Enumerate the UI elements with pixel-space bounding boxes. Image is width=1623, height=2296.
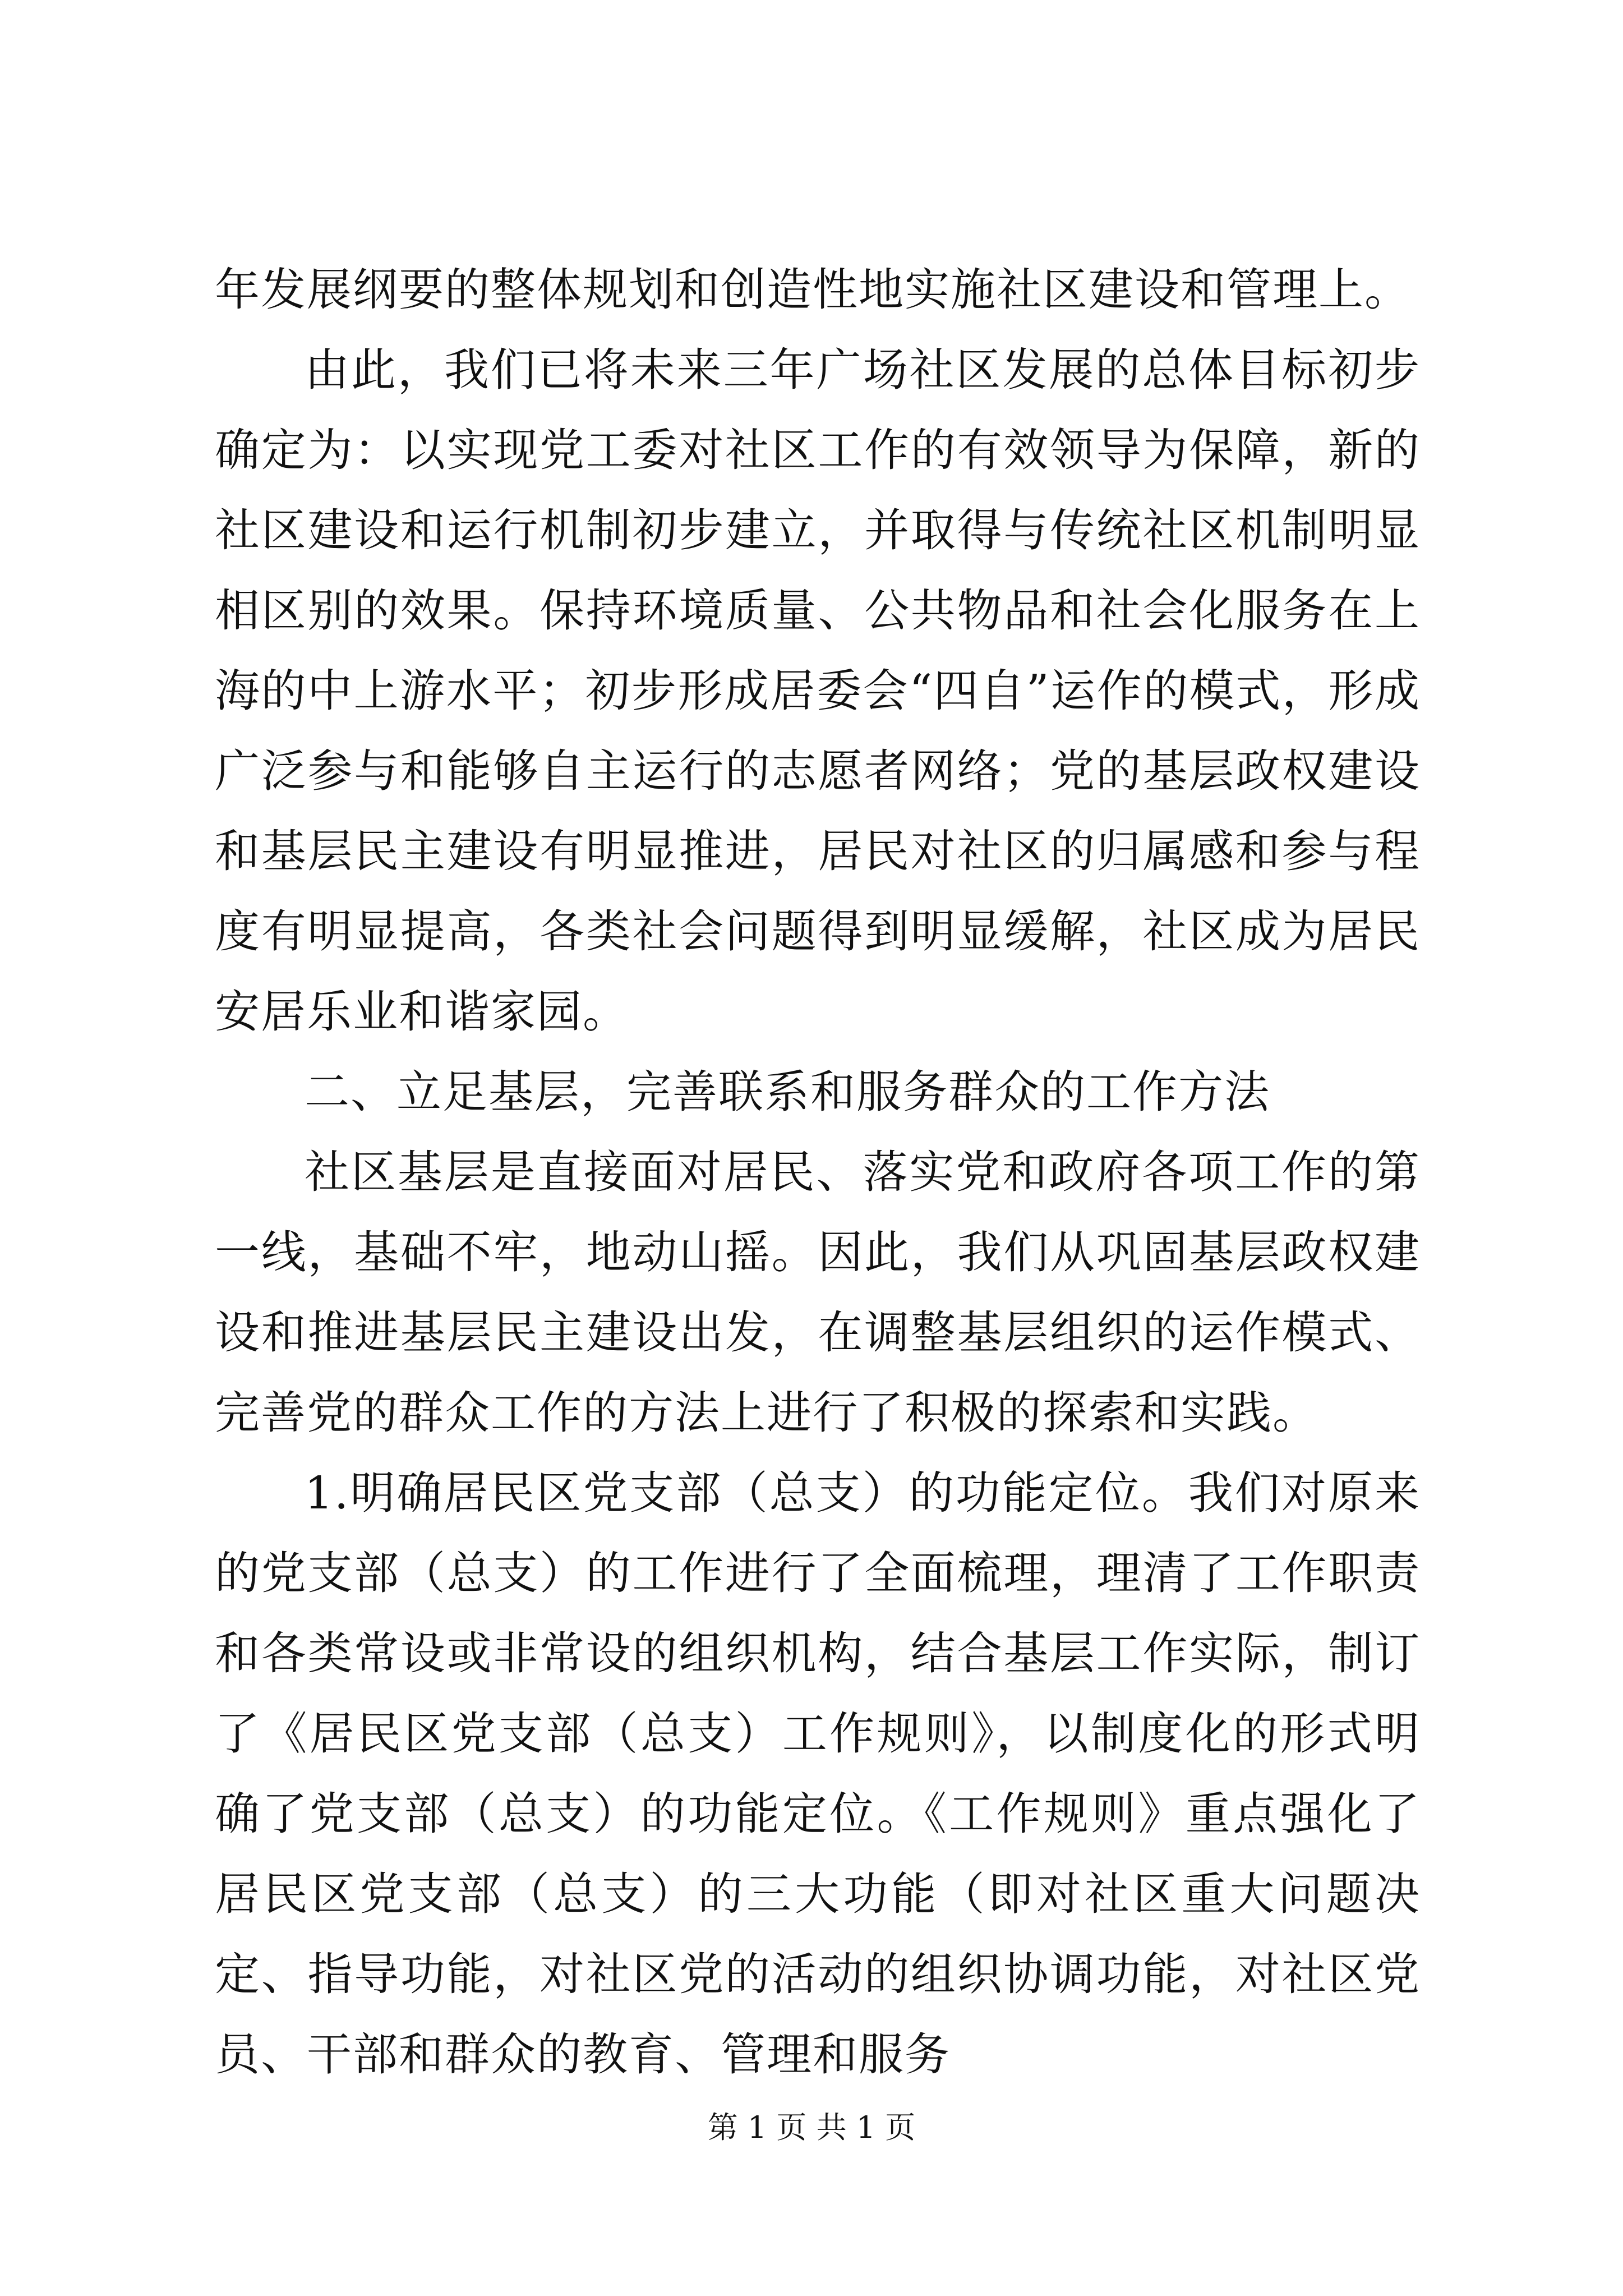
paragraph-item-1: 1.明确居民区党支部（总支）的功能定位。我们对原来的党支部（总支）的工作进行了全面梳理，理清了工作职责和各类常设或非常设的组织机构，结合基层工作实际，制订了《居民区党支部（总支）工作规则》，以制度化的形式明确了党支部（总支）的功能定位。《工作规则》重点强化了居民区党支部（总支）的三大功能（即对社区重大问题决定、指导功能，对社区党的活动的组织协调功能，对社区党员、干部和群众的教育、管理和服务 [215,1467,1421,2081]
document-body [215,250,1421,2095]
paragraph-continuation: 年发展纲要的整体规划和创造性地实施社区建设和管理上。 [215,264,1410,316]
section-heading-2: 二、立足基层，完善联系和服务群众的工作方法 [305,1066,1270,1118]
paragraph-grassroots: 社区基层是直接面对居民、落实党和政府各项工作的第一线，基础不牢，地动山摇。因此，我们从巩固基层政权建设和推进基层民主建设出发，在调整基层组织的运作模式、完善党的群众工作的方法上进行了积极的探索和实践。 [215,1146,1421,1439]
page-footer: 第 1 页 共 1 页 [707,2110,916,2145]
paragraph-overall-goal: 由此，我们已将未来三年广场社区发展的总体目标初步确定为：以实现党工委对社区工作的有效领导为保障，新的社区建设和运行机制初步建立，并取得与传统社区机制明显相区别的效果。保持环境质量、公共物品和社会化服务在上海的中上游水平；初步形成居委会“四自”运作的模式，形成广泛参与和能够自主运行的志愿者网络；党的基层政权建设和基层民主建设有明显推进，居民对社区的归属感和参与程度有明显提高，各类社会问题得到明显缓解，社区成为居民安居乐业和谐家园。 [215,344,1421,1038]
